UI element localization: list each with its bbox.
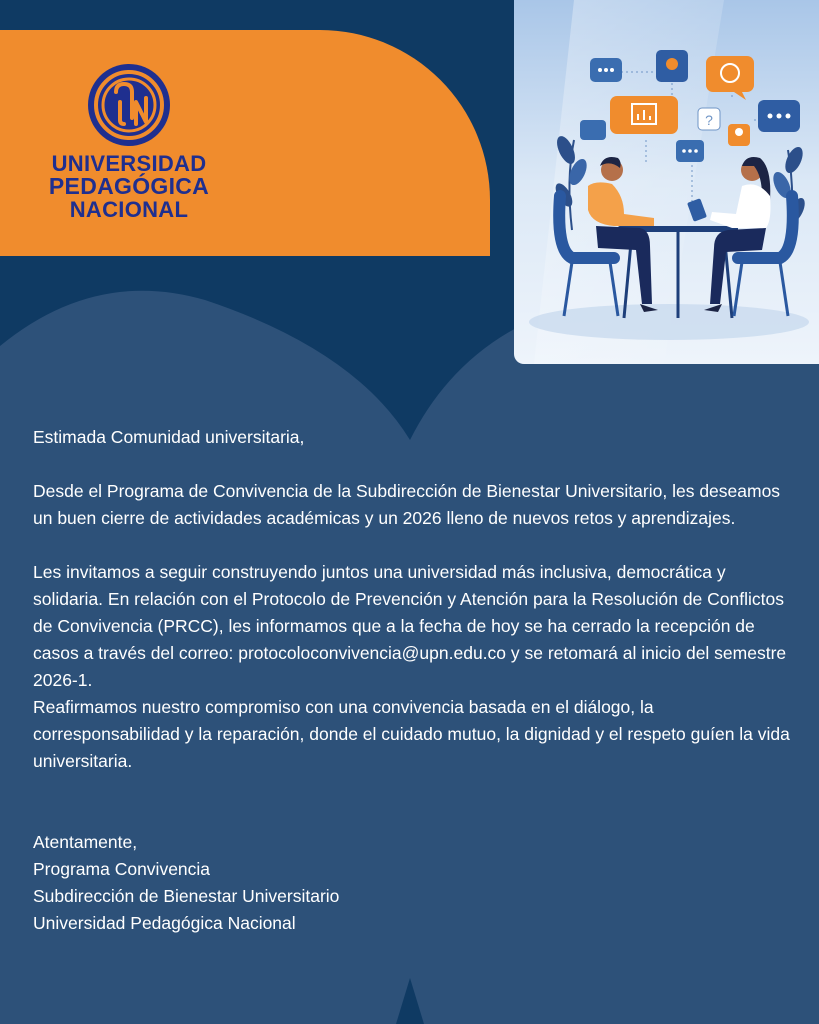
logo-line-2: PEDAGÓGICA xyxy=(48,173,210,199)
signature-program: Programa Convivencia xyxy=(33,859,211,879)
logo-line-1: UNIVERSIDAD xyxy=(51,151,207,176)
logo-line-3: NACIONAL xyxy=(69,197,189,222)
paragraph-commitment: Reafirmamos nuestro compromiso con una convivencia basada en el diálogo, la corresponsabilidad y la reparación, donde el cuidado mutuo, la dignidad y el respeto guíen la vida universitaria. xyxy=(33,697,790,771)
university-seal-icon xyxy=(86,62,172,148)
university-wordmark xyxy=(44,152,214,221)
paragraph-protocol: Les invitamos a seguir construyendo juntos una universidad más inclusiva, democrática y solidaria. En relación con el Protocolo de Prevención y Atención para la Resolución de Conflictos de Convivencia (PRCC), les informamos que a la fecha de hoy se ha cerrado la recepción de casos a través del correo: protocoloconvivencia@upn.edu.co y se retomará al inicio del semestre 2026-1. xyxy=(33,562,787,690)
presentation-bubble-icon xyxy=(610,96,678,134)
signature-university: Universidad Pedagógica Nacional xyxy=(33,913,296,933)
user-bubble-icon xyxy=(728,124,750,146)
question-bubble-icon xyxy=(698,108,720,130)
university-logo xyxy=(44,62,224,232)
greeting: Estimada Comunidad universitaria, xyxy=(33,427,305,447)
closing: Atentamente, xyxy=(33,832,138,852)
dialogue-illustration xyxy=(514,0,819,364)
chat-bubble-icon xyxy=(590,58,622,82)
paragraph-wishes: Desde el Programa de Convivencia de la Subdirección de Bienestar Universitario, les deseamos un buen cierre de actividades académicas y un 2026 lleno de nuevos retos y aprendizajes. xyxy=(33,481,781,528)
signature-department: Subdirección de Bienestar Universitario xyxy=(33,886,340,906)
notification-bubble-icon xyxy=(656,50,688,82)
svg-text:?: ? xyxy=(705,112,713,128)
message-bubble-icon xyxy=(758,100,800,132)
letter-body xyxy=(33,424,793,937)
